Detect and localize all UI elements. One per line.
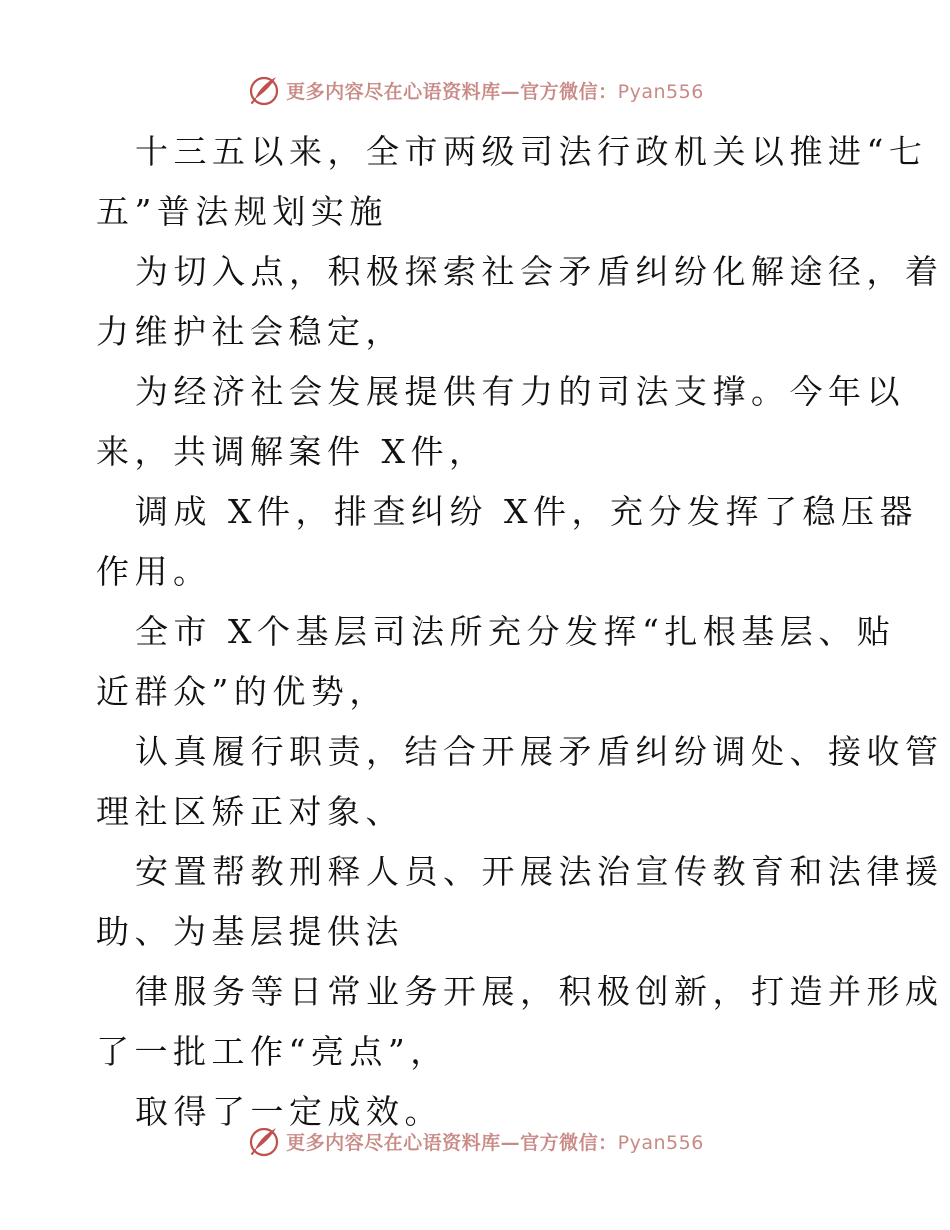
body-line: 全市 X个基层司法所充分发挥“扎根基层、贴: [135, 612, 896, 651]
body-line: 为经济社会发展提供有力的司法支撑。今年以: [135, 372, 905, 411]
body-line: 取得了一定成效。: [135, 1092, 443, 1131]
body-line: 作用。: [96, 552, 212, 591]
body-line: 为切入点，积极探索社会矛盾纠纷化解途径，着: [135, 252, 944, 291]
wechat-id: Pyan556: [617, 80, 704, 103]
body-line: 五”普法规划实施: [96, 192, 388, 231]
body-line: 力维护社会稳定，: [96, 312, 404, 351]
header-banner: [0, 70, 950, 110]
banner-label: 更多内容尽在心语资料库—官方微信：: [286, 1131, 618, 1154]
wechat-id: Pyan556: [617, 1131, 704, 1154]
banner-text: [286, 77, 704, 104]
footer-banner: [0, 1121, 950, 1161]
body-line: 理社区矫正对象、: [96, 792, 404, 831]
body-line: 安置帮教刑释人员、开展法治宣传教育和法律援: [135, 852, 944, 891]
banner-label: 更多内容尽在心语资料库—官方微信：: [286, 80, 618, 103]
document-body: [96, 122, 944, 1142]
quill-logo-icon: [246, 72, 282, 108]
body-line: 律服务等日常业务开展，积极创新，打造并形成: [135, 972, 944, 1011]
body-line: 十三五以来，全市两级司法行政机关以推进“七: [135, 132, 928, 171]
body-line: 近群众”的优势，: [96, 672, 388, 711]
body-line: 了一批工作“亮点”，: [96, 1032, 449, 1071]
body-line: 助、为基层提供法: [96, 912, 404, 951]
banner-text: [286, 1128, 704, 1155]
body-line: 认真履行职责，结合开展矛盾纠纷调处、接收管: [135, 732, 944, 771]
body-line: 调成 X件，排查纠纷 X件，充分发挥了稳压器: [135, 492, 918, 531]
body-line: 来，共调解案件 X件，: [96, 432, 488, 471]
quill-logo-icon: [246, 1123, 282, 1159]
